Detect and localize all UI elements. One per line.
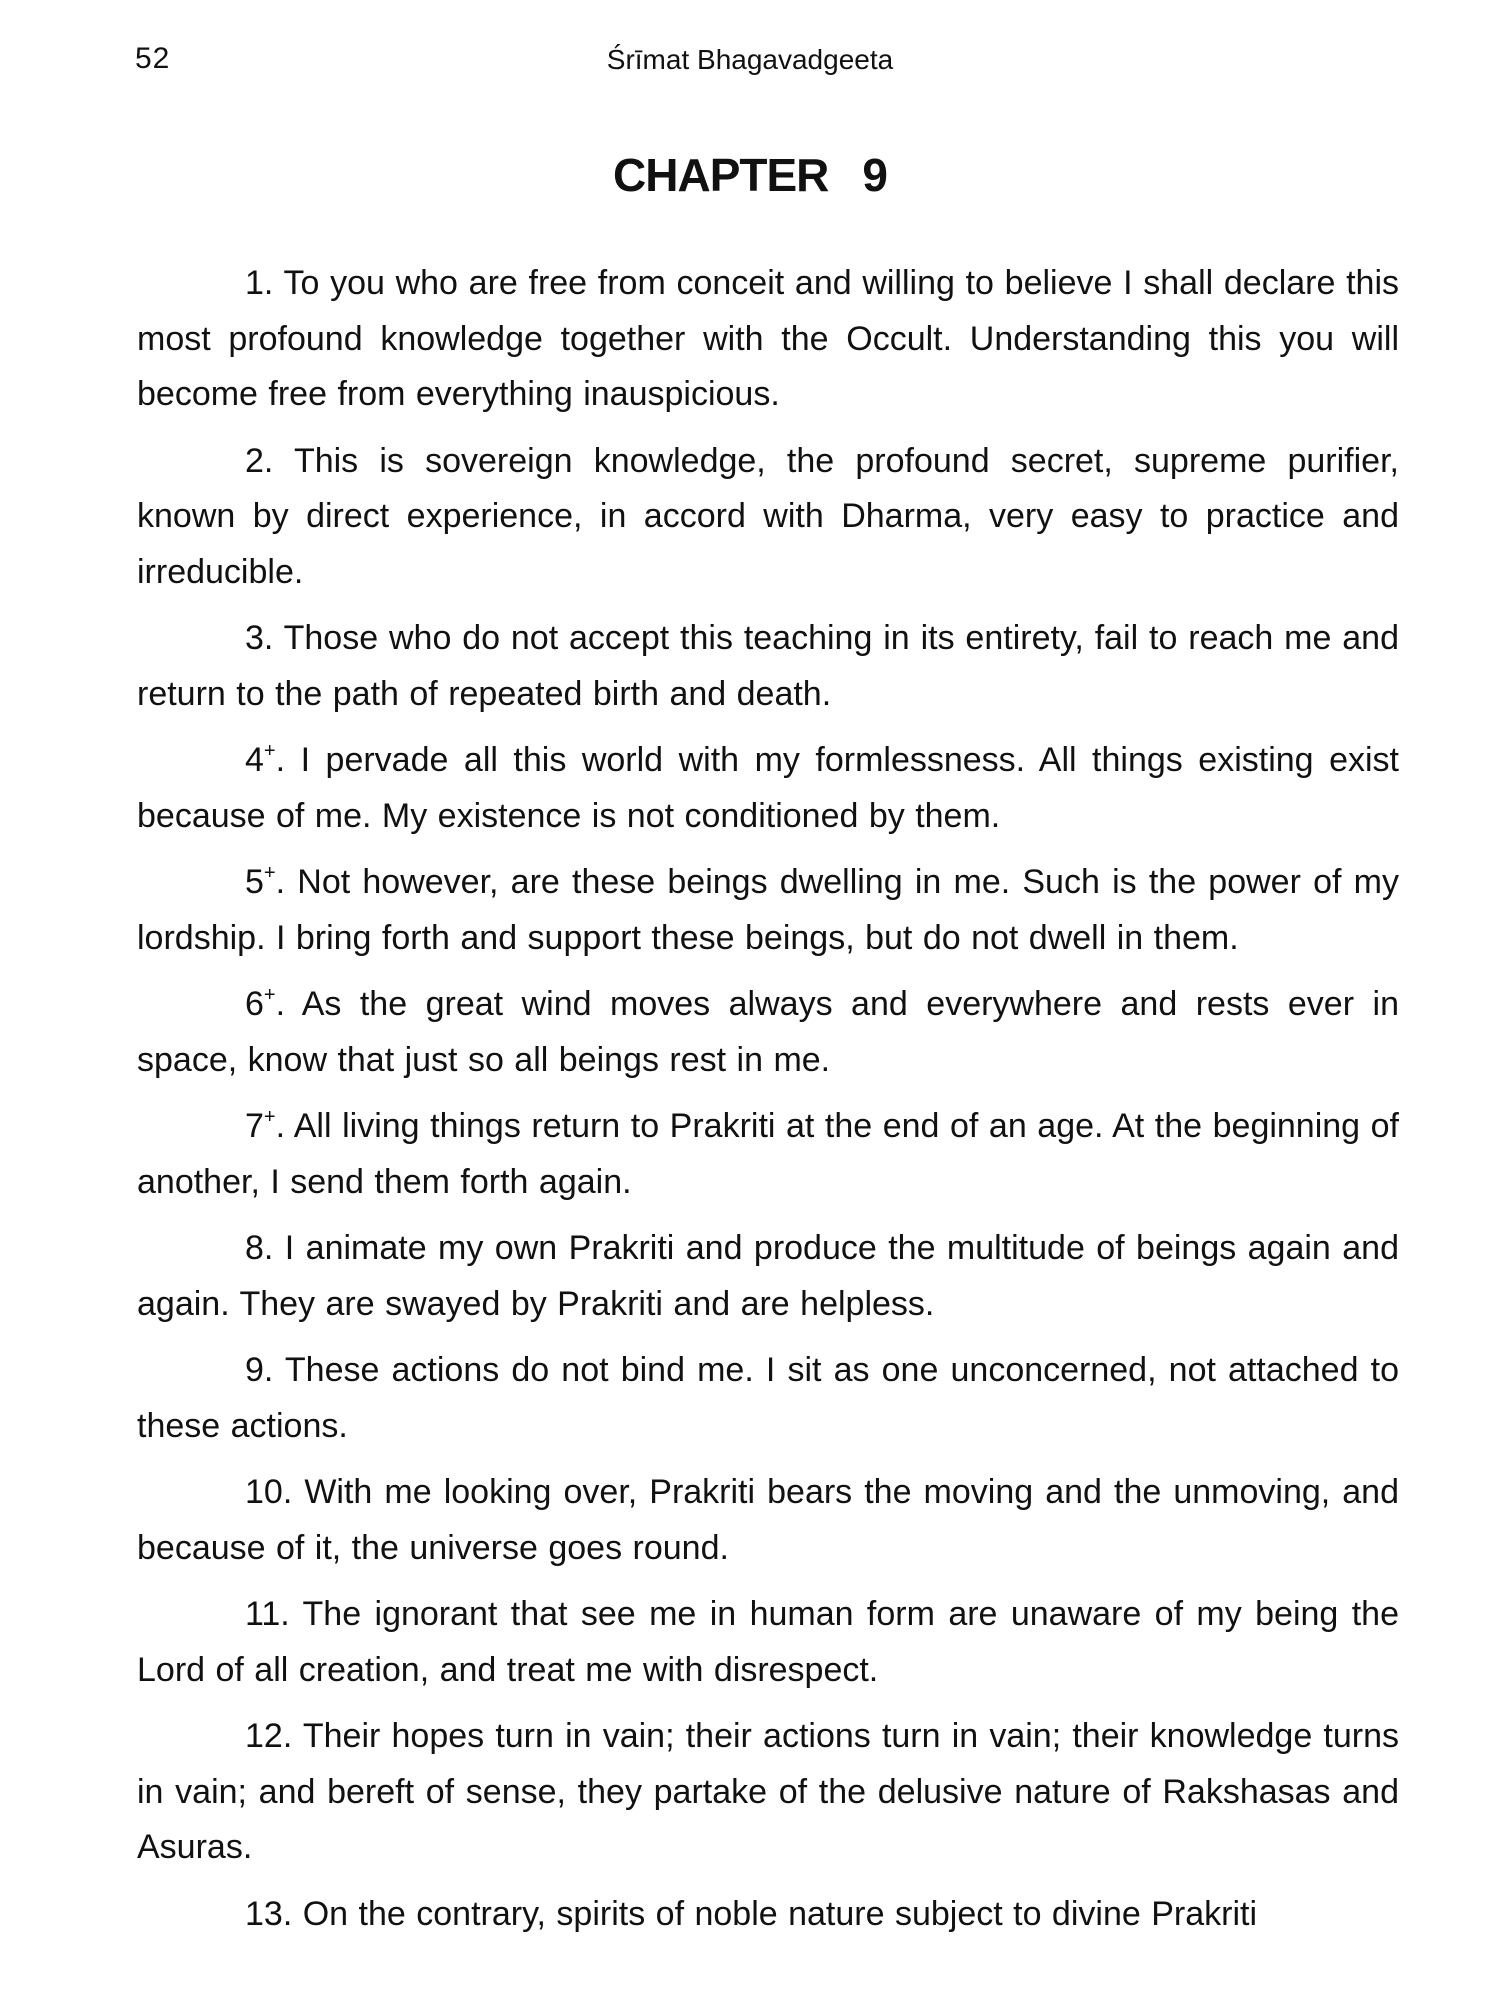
verse-list bbox=[137, 256, 1399, 1953]
verse-number: 2. bbox=[245, 441, 274, 480]
verse-text: These actions do not bind me. I sit as one unconcerned, not attached to these actions. bbox=[137, 1351, 1399, 1445]
verse-text: With me looking over, Prakriti bears the moving and the unmoving, and because of it, the universe goes round. bbox=[137, 1473, 1399, 1567]
verse-text: I animate my own Prakriti and produce the multitude of beings again and again. They are swayed by Prakriti and are helpless. bbox=[137, 1229, 1399, 1323]
verse-text: This is sovereign knowledge, the profound secret, supreme purifier, known by direct experience, in accord with Dharma, very easy to practice and irreducible. bbox=[137, 441, 1399, 591]
page-number: 52 bbox=[135, 42, 171, 75]
verse-13 bbox=[137, 1887, 1399, 1943]
verse-number: 10. bbox=[245, 1473, 293, 1511]
book-title: Śrīmat Bhagavadgeeta bbox=[606, 44, 894, 75]
verse-4 bbox=[137, 733, 1399, 844]
verse-8 bbox=[137, 1221, 1399, 1332]
verse-text: On the contrary, spirits of noble nature subject to divine Prakriti bbox=[302, 1894, 1257, 1933]
verse-mark: + bbox=[263, 984, 276, 1006]
verse-text: All living things return to Prakriti at the end of an age. At the beginning of another, I send them forth again. bbox=[137, 1107, 1399, 1201]
running-head bbox=[0, 42, 1500, 82]
verse-5 bbox=[137, 855, 1399, 966]
chapter-label: CHAPTER bbox=[613, 149, 829, 201]
verse-text: I pervade all this world with my formlessness. All things existing exist because of me. My existence is not conditioned by them. bbox=[137, 741, 1399, 835]
verse-number: 11. bbox=[245, 1595, 290, 1633]
verse-text: Those who do not accept this teaching in its entirety, fail to reach me and return to the path of repeated birth and death. bbox=[137, 619, 1399, 713]
verse-mark: + bbox=[263, 740, 276, 762]
verse-12 bbox=[137, 1709, 1399, 1876]
verse-number: 9. bbox=[245, 1351, 274, 1389]
verse-9 bbox=[137, 1343, 1399, 1454]
verse-text: The ignorant that see me in human form are unaware of my being the Lord of all creation, and treat me with disrespect. bbox=[137, 1595, 1399, 1689]
verse-mark: + bbox=[263, 1106, 276, 1128]
verse-text: Their hopes turn in vain; their actions turn in vain; their knowledge turns in vain; and bereft of sense, they partake of the delusive nature of Rakshasas and Asuras. bbox=[137, 1717, 1399, 1866]
chapter-heading bbox=[0, 148, 1500, 202]
verse-11 bbox=[137, 1587, 1399, 1698]
verse-3 bbox=[137, 611, 1399, 722]
verse-2 bbox=[137, 434, 1399, 601]
verse-text: To you who are free from conceit and willing to believe I shall declare this most profound knowledge together with the Occult. Understanding this you will become free from everything inauspicious. bbox=[137, 264, 1399, 413]
verse-number: 5+. bbox=[245, 862, 286, 901]
verse-number: 3. bbox=[245, 619, 274, 657]
chapter-number: 9 bbox=[862, 149, 887, 201]
verse-number: 8. bbox=[245, 1229, 274, 1267]
verse-text: As the great wind moves always and everywhere and rests ever in space, know that just so all beings rest in me. bbox=[137, 985, 1399, 1079]
verse-number: 13. bbox=[245, 1894, 293, 1933]
verse-1 bbox=[137, 256, 1399, 423]
verse-number: 7+. bbox=[245, 1106, 286, 1145]
verse-number: 6+. bbox=[245, 984, 286, 1023]
verse-7 bbox=[137, 1099, 1399, 1210]
verse-number: 4+. bbox=[245, 740, 286, 779]
verse-10 bbox=[137, 1465, 1399, 1576]
verse-text: Not however, are these beings dwelling in me. Such is the power of my lordship. I bring forth and support these beings, but do not dwell in them. bbox=[137, 863, 1399, 957]
verse-number: 12. bbox=[245, 1717, 293, 1755]
verse-mark: + bbox=[263, 862, 276, 884]
verse-6 bbox=[137, 977, 1399, 1088]
verse-number: 1. bbox=[245, 264, 274, 302]
